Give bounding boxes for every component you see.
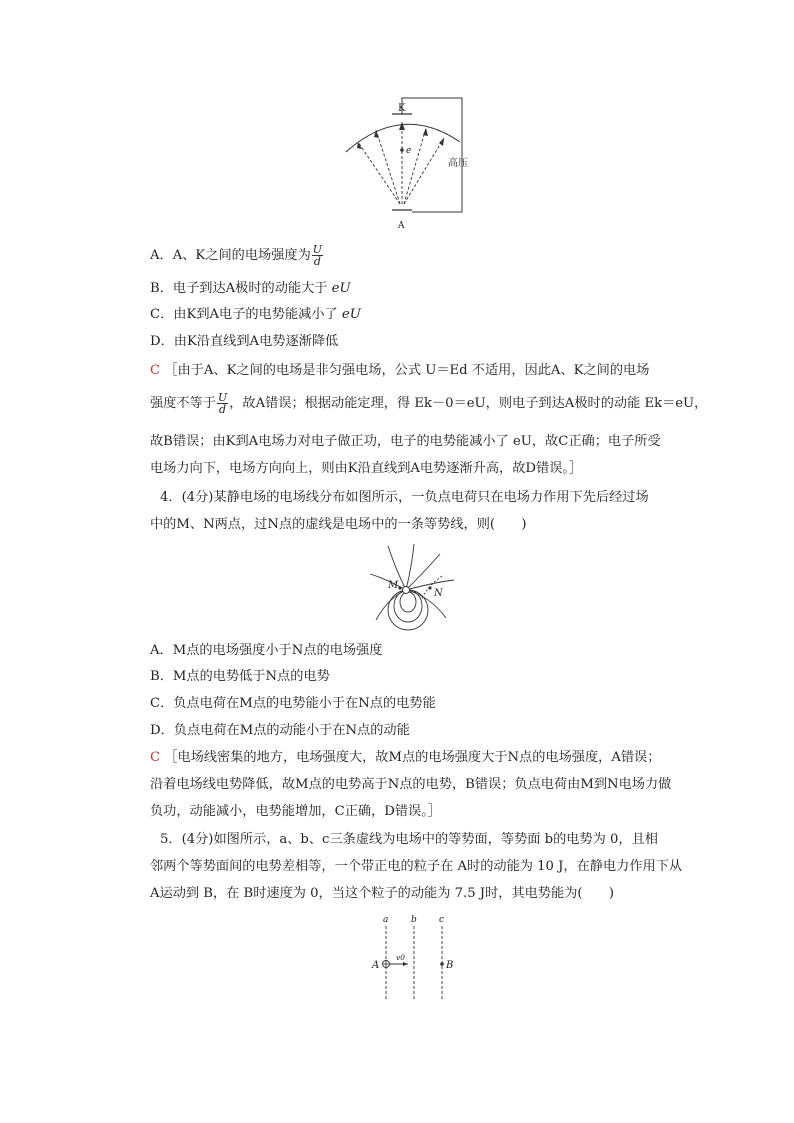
fraction-u-over-d-2: $\frac{U}{d}$: [217, 391, 228, 416]
label-b: b: [411, 915, 417, 925]
q3-explanation-line1: C ［由于A、K之间的电场是非匀强电场，公式 U＝Ed 不适用，因此A、K之间的电场: [150, 363, 650, 378]
q5-stem-line1: 5．(4分)如图所示，a、b、c三条虚线为电场中的等势面，等势面 b的电势为 0，且相: [160, 832, 658, 847]
label-c: c: [439, 915, 445, 925]
label-e: e: [406, 146, 412, 156]
q3-option-a: A．A、K之间的电场强度为 $\frac{U}{d}$: [150, 243, 323, 268]
q4-explanation-line2: 沿着电场线电势降低，故M点的电势高于N点的电势，B错误；负点电荷由M到N电场力做: [150, 777, 672, 792]
label-high-voltage: 高压: [448, 158, 468, 169]
label-N: N: [434, 588, 443, 599]
q3-explanation-line3: 故B错误；由K到A电场力对电子做正功，电子的电势能减小了 eU，故C正确；电子所受: [150, 434, 661, 449]
label-M: M: [388, 580, 399, 591]
q3-explanation-line2: 强度不等于 $\frac{U}{d}$ ，故A错误；根据动能定理，得 Ek－0＝eU，则电子到达A极时的动能 Ek＝eU，: [150, 391, 708, 416]
fraction-u-over-d: $\frac{U}{d}$: [312, 243, 323, 268]
figure-field-lines: [366, 540, 458, 632]
q3-option-b: B．电子到达A极时的动能大于 eU: [150, 281, 351, 296]
label-a: a: [383, 915, 389, 925]
q4-answer: C: [150, 750, 161, 765]
figure-cathode-anode: [340, 92, 470, 232]
q3-answer: C: [150, 363, 161, 378]
q4-option-b: B．M点的电势低于N点的电势: [150, 669, 330, 684]
q3-option-c: C．由K到A电子的电势能减小了 eU: [150, 307, 361, 322]
label-A: A: [372, 960, 380, 971]
q4-option-c: C．负点电荷在M点的电势能小于在N点的电势能: [150, 696, 436, 711]
q3-explanation-line4: 电场力向下，电场方向向上，则由K沿直线到A电势逐渐升高，故D错误。］: [150, 461, 583, 476]
q5-stem-line3: A运动到 B，在 B时速度为 0，当这个粒子的动能为 7.5 J时，其电势能为( ): [150, 886, 615, 901]
label-B: B: [446, 960, 454, 971]
q3-option-d: D．由K沿直线到A电势逐渐降低: [150, 334, 339, 349]
q4-option-d: D．负点电荷在M点的动能小于在N点的动能: [150, 723, 410, 738]
q4-stem-line1: 4．(4分)某静电场的电场线分布如图所示，一负点电荷只在电场力作用下先后经过场: [160, 490, 649, 505]
q4-stem-line2: 中的M、N两点，过N点的虚线是电场中的一条等势线，则( ): [150, 517, 527, 532]
figure-equipotential-surfaces: [366, 912, 462, 1004]
q4-explanation-line1: C ［电场线密集的地方，电场强度大，故M点的电场强度大于N点的电场强度，A错误；: [150, 750, 661, 765]
label-v0: v0: [396, 953, 406, 962]
q4-option-a: A．M点的电场强度小于N点的电场强度: [150, 643, 383, 658]
label-K: K: [398, 103, 406, 114]
q4-explanation-line3: 负功，动能减小，电势能增加，C正确，D错误。］: [150, 804, 441, 819]
q5-stem-line2: 邻两个等势面间的电势差相等，一个带正电的粒子在 A时的动能为 10 J，在静电力作用下从: [150, 859, 683, 874]
label-A: A: [398, 221, 405, 231]
